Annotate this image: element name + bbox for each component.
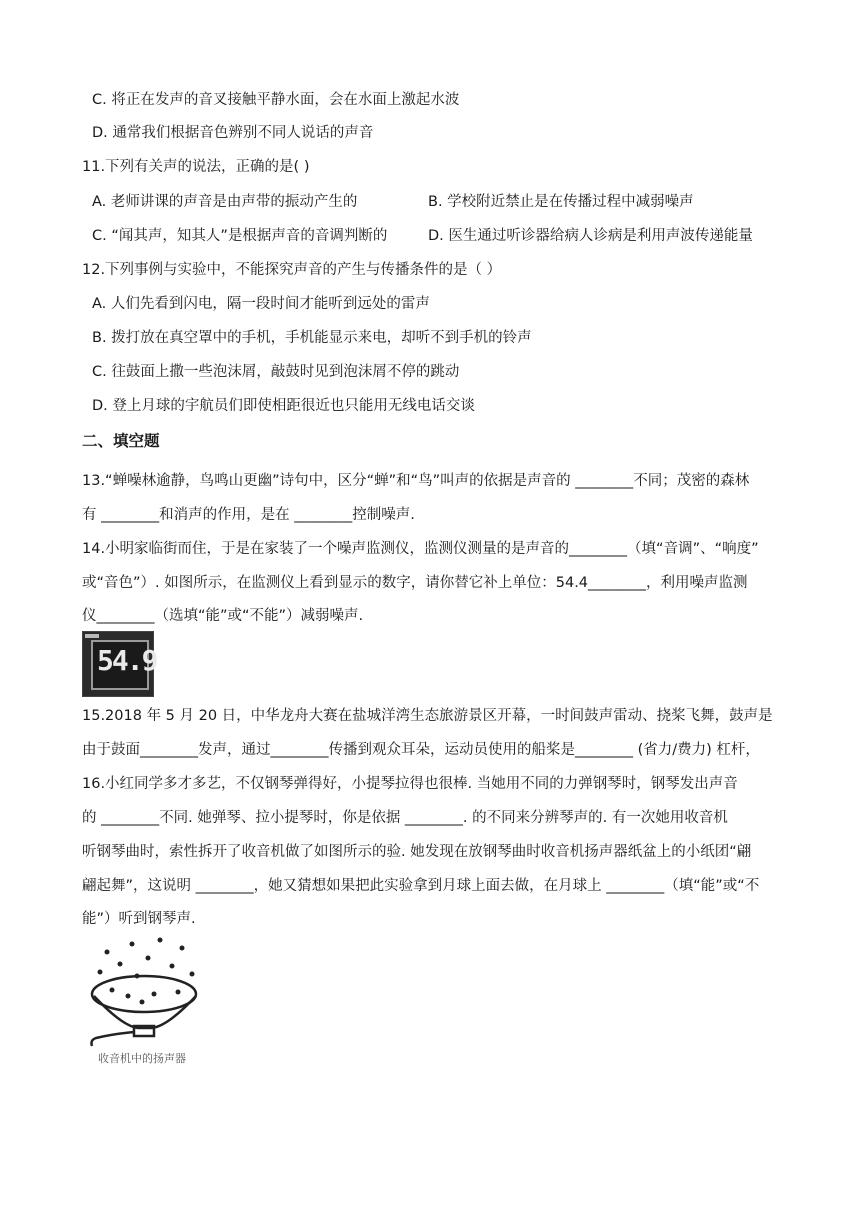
q13-line-1: 13.“蝉噪林逾静，鸟鸣山更幽”诗句中，区分“蝉”和“鸟”叫声的依据是声音的 ________不同；茂密的森林 <box>82 473 750 489</box>
q15-line-2: 由于鼓面________发声，通过________传播到观众耳朵，运动员使用的船桨是________ (省力/费力) 杠杆， <box>82 742 760 758</box>
q14-line-2: 或“音色”）. 如图所示，在监测仪上看到显示的数字，请你替它补上单位：54.4________，利用噪声监测 <box>82 575 748 591</box>
q16-line-3: 听钢琴曲时，索性拆开了收音机做了如图所示的验. 她发现在放钢琴曲时收音机扬声器纸盆上的小纸团“翩 <box>82 844 752 860</box>
q12-option-b: B. 拨打放在真空罩中的手机，手机能显示来电，却听不到手机的铃声 <box>92 330 532 346</box>
q16-line-5: 能”）听到钢琴声. <box>82 911 196 927</box>
q10-option-d: D. 通常我们根据音色辨别不同人说话的声音 <box>92 125 374 141</box>
q11-option-a: A. 老师讲课的声音是由声带的振动产生的 <box>92 194 358 210</box>
q14-line-1: 14.小明家临街而住，于是在家装了一个噪声监测仪，监测仪测量的是声音的________（填“音调”、“响度” <box>82 541 759 557</box>
q16-line-4: 翩起舞”，这说明 ________，她又猜想如果把此实验拿到月球上面去做，在月球上 ________（填“能”或“不 <box>82 878 760 894</box>
noise-monitor-photo <box>82 631 157 697</box>
q12-option-c: C. 往鼓面上撒一些泡沫屑，敲鼓时见到泡沫屑不停的跳动 <box>92 364 460 380</box>
q10-option-c: C. 将正在发声的音叉接触平静水面，会在水面上激起水波 <box>92 92 460 108</box>
q12-option-d: D. 登上月球的宇航员们即使相距很近也只能用无线电话交谈 <box>92 398 475 414</box>
q15-line-1: 15.2018 年 5 月 20 日，中华龙舟大赛在盐城洋湾生态旅游景区开幕，一时间鼓声雷动、挠桨飞舞，鼓声是 <box>82 708 773 724</box>
noise-monitor-display: 54.9 <box>97 644 157 677</box>
q11-option-b: B. 学校附近禁止是在传播过程中减弱噪声 <box>428 194 694 210</box>
q13-line-2: 有 ________和消声的作用，是在 ________控制噪声. <box>82 507 415 523</box>
q12-stem: 12.下列事例与实验中，不能探究声音的产生与传播条件的是（ ） <box>82 262 502 278</box>
q11-option-d: D. 医生通过听诊器给病人诊病是利用声波传递能量 <box>428 228 753 244</box>
q11-stem: 11.下列有关声的说法，正确的是( ) <box>82 159 310 175</box>
q14-line-3: 仪________（选填“能”或“不能”）减弱噪声. <box>82 608 364 624</box>
speaker-caption: 收音机中的扬声器 <box>98 1052 186 1065</box>
speaker-illustration <box>82 930 212 1050</box>
section-heading-fill-blank: 二、填空题 <box>82 432 160 450</box>
q16-line-1: 16.小红同学多才多艺，不仅钢琴弹得好，小提琴拉得也很棒. 当她用不同的力弹钢琴时，钢琴发出声音 <box>82 776 738 792</box>
q12-option-a: A. 人们先看到闪电，隔一段时间才能听到远处的雷声 <box>92 296 430 312</box>
q11-option-c: C. “闻其声，知其人”是根据声音的音调判断的 <box>92 228 388 244</box>
q16-line-2: 的 ________不同. 她弹琴、拉小提琴时，你是依据 ________. 的不同来分辨琴声的. 有一次她用收音机 <box>82 810 728 826</box>
